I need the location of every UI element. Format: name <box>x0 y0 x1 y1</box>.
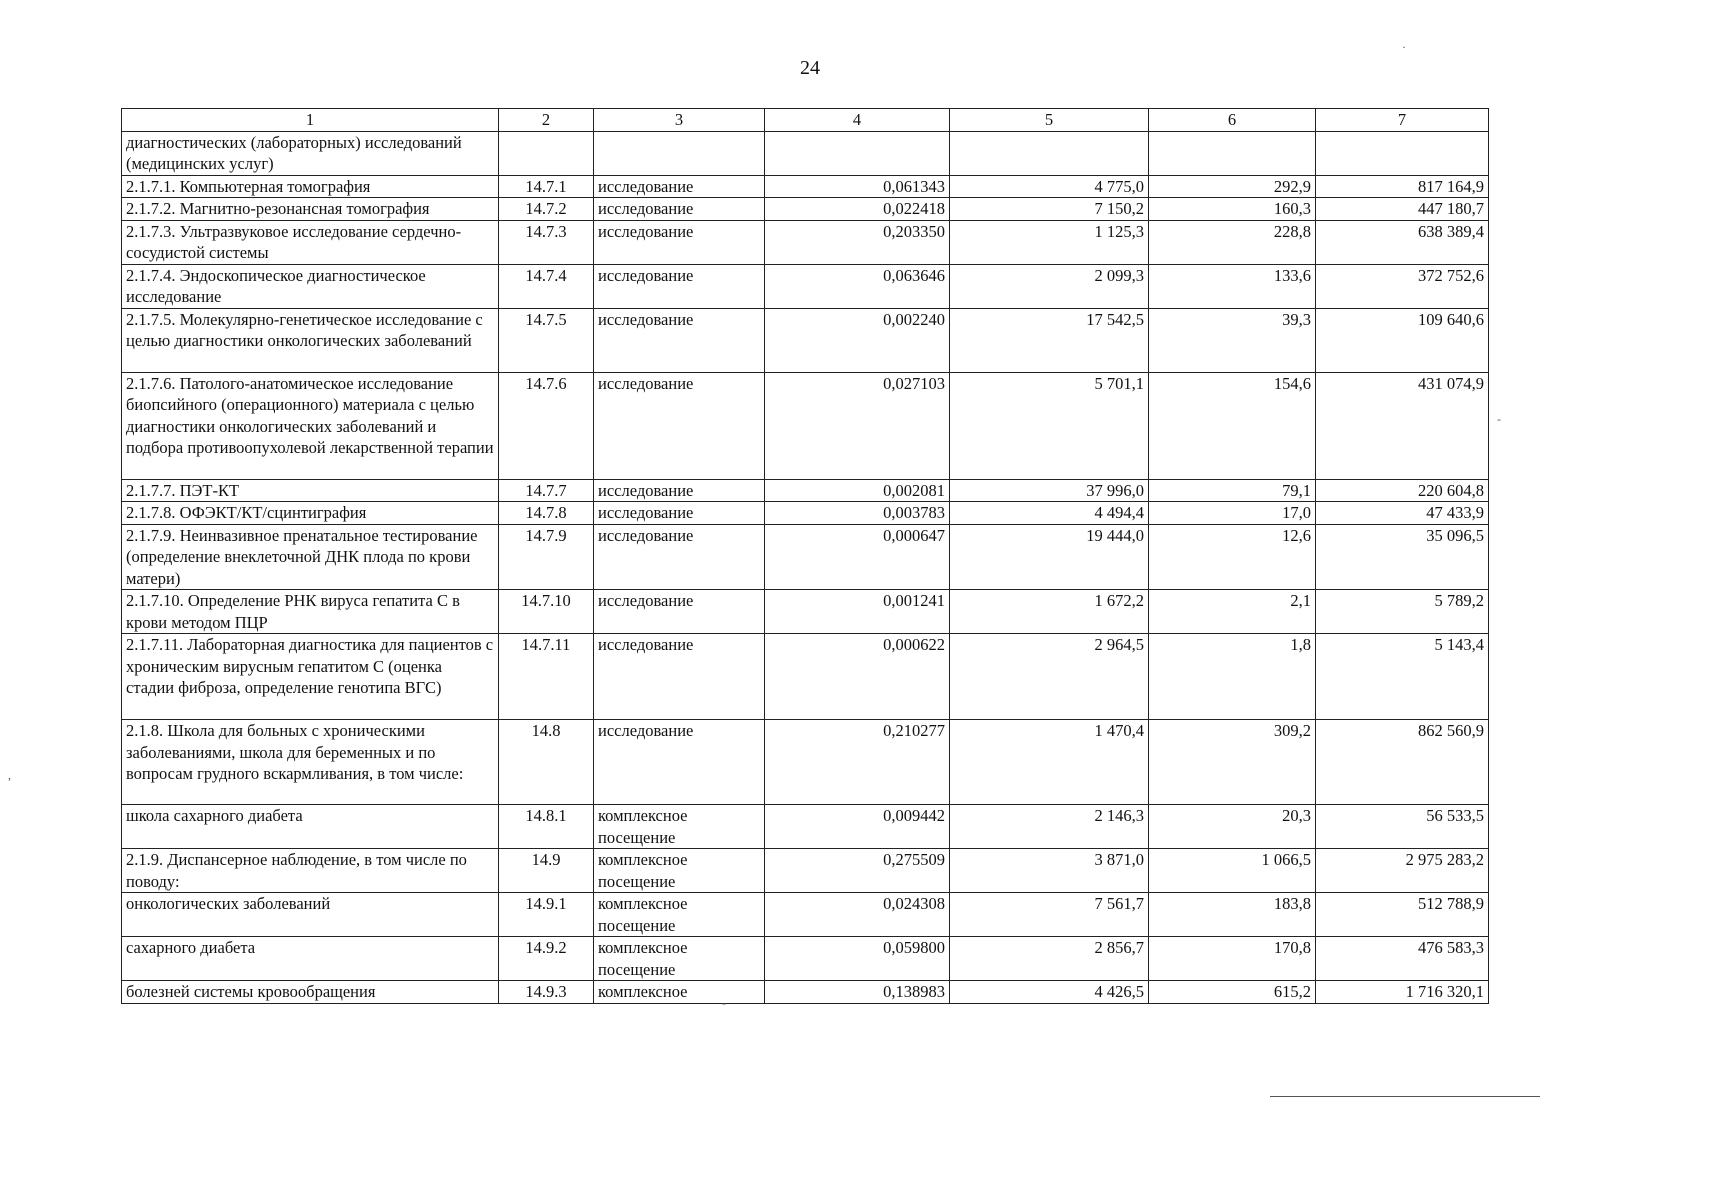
value-col-4: 0,138983 <box>765 981 950 1004</box>
value-col-5: 4 426,5 <box>950 981 1149 1004</box>
unit-of-measure: комплексное посещение <box>594 849 765 893</box>
indicator-name: 2.1.7.4. Эндоскопическое диагностическое исследование <box>122 264 499 308</box>
value-col-4: 0,063646 <box>765 264 950 308</box>
indicator-name: болезней системы кровообращения <box>122 981 499 1004</box>
unit-of-measure: исследование <box>594 590 765 634</box>
column-header: 4 <box>765 109 950 132</box>
page-number: 24 <box>800 57 820 79</box>
value-col-5: 7 561,7 <box>950 893 1149 937</box>
value-col-4: 0,009442 <box>765 805 950 849</box>
value-col-5: 2 146,3 <box>950 805 1149 849</box>
value-col-7: 372 752,6 <box>1316 264 1489 308</box>
indicator-code: 14.9.1 <box>499 893 594 937</box>
value-col-5 <box>950 131 1149 175</box>
indicator-name: 2.1.7.1. Компьютерная томография <box>122 175 499 198</box>
header-row <box>122 109 1489 132</box>
indicator-code: 14.7.3 <box>499 220 594 264</box>
value-col-6 <box>1149 131 1316 175</box>
table-row <box>122 479 1489 502</box>
indicator-name: 2.1.7.3. Ультразвуковое исследование сердечно-сосудистой системы <box>122 220 499 264</box>
value-col-6: 309,2 <box>1149 720 1316 805</box>
value-col-7: 447 180,7 <box>1316 198 1489 221</box>
table-row <box>122 634 1489 720</box>
value-col-4: 0,061343 <box>765 175 950 198</box>
indicator-name: 2.1.7.2. Магнитно-резонансная томография <box>122 198 499 221</box>
value-col-6: 133,6 <box>1149 264 1316 308</box>
table-row <box>122 981 1489 1004</box>
value-col-7: 109 640,6 <box>1316 308 1489 372</box>
indicator-code: 14.7.1 <box>499 175 594 198</box>
unit-of-measure: исследование <box>594 308 765 372</box>
indicator-code: 14.7.10 <box>499 590 594 634</box>
scan-speck: · <box>1402 40 1406 54</box>
indicator-code: 14.9 <box>499 849 594 893</box>
unit-of-measure: комплексное посещение <box>594 805 765 849</box>
unit-of-measure: исследование <box>594 502 765 525</box>
value-col-6: 228,8 <box>1149 220 1316 264</box>
indicator-code: 14.8 <box>499 720 594 805</box>
indicator-name: школа сахарного диабета <box>122 805 499 849</box>
indicator-name: 2.1.7.11. Лабораторная диагностика для пациентов с хроническим вирусным гепатитом С (оценка стадии фиброза, определение генотипа ВГС) <box>122 634 499 720</box>
column-header: 1 <box>122 109 499 132</box>
indicator-name: 2.1.7.7. ПЭТ-КТ <box>122 479 499 502</box>
value-col-4: 0,275509 <box>765 849 950 893</box>
value-col-6: 2,1 <box>1149 590 1316 634</box>
value-col-5: 4 775,0 <box>950 175 1149 198</box>
value-col-6: 20,3 <box>1149 805 1316 849</box>
table-row <box>122 937 1489 981</box>
table-body <box>122 131 1489 1003</box>
indicator-name: 2.1.7.5. Молекулярно-генетическое исследование с целью диагностики онкологических заболеваний <box>122 308 499 372</box>
value-col-7: 47 433,9 <box>1316 502 1489 525</box>
unit-of-measure: исследование <box>594 372 765 479</box>
value-col-5: 2 964,5 <box>950 634 1149 720</box>
value-col-4: 0,027103 <box>765 372 950 479</box>
column-header: 5 <box>950 109 1149 132</box>
unit-of-measure: исследование <box>594 220 765 264</box>
value-col-7: 512 788,9 <box>1316 893 1489 937</box>
data-table <box>121 108 1489 1004</box>
indicator-name: сахарного диабета <box>122 937 499 981</box>
table-row <box>122 893 1489 937</box>
value-col-5: 7 150,2 <box>950 198 1149 221</box>
table-row <box>122 720 1489 805</box>
indicator-code: 14.7.9 <box>499 524 594 590</box>
table-row <box>122 131 1489 175</box>
scan-rule <box>1270 1096 1540 1097</box>
value-col-7: 2 975 283,2 <box>1316 849 1489 893</box>
indicator-name: 2.1.8. Школа для больных с хроническими заболеваниями, школа для беременных и по вопросам грудного вскармливания, в том числе: <box>122 720 499 805</box>
indicator-name: 2.1.7.6. Патолого-анатомическое исследование биопсийного (операционного) материала с целью диагностики онкологических заболеваний и подбора противоопухолевой лекарственной терапии <box>122 372 499 479</box>
value-col-5: 1 125,3 <box>950 220 1149 264</box>
table-row <box>122 308 1489 372</box>
table-row <box>122 590 1489 634</box>
indicator-code: 14.7.5 <box>499 308 594 372</box>
value-col-5: 2 856,7 <box>950 937 1149 981</box>
value-col-6: 17,0 <box>1149 502 1316 525</box>
scan-speck: - <box>722 996 726 1010</box>
indicator-code: 14.7.7 <box>499 479 594 502</box>
value-col-5: 4 494,4 <box>950 502 1149 525</box>
value-col-6: 1,8 <box>1149 634 1316 720</box>
indicator-code <box>499 131 594 175</box>
table-row <box>122 805 1489 849</box>
value-col-5: 37 996,0 <box>950 479 1149 502</box>
indicator-code: 14.7.2 <box>499 198 594 221</box>
table-row <box>122 220 1489 264</box>
value-col-7: 817 164,9 <box>1316 175 1489 198</box>
value-col-6: 39,3 <box>1149 308 1316 372</box>
indicator-code: 14.7.4 <box>499 264 594 308</box>
value-col-4: 0,210277 <box>765 720 950 805</box>
unit-of-measure: исследование <box>594 524 765 590</box>
value-col-6: 183,8 <box>1149 893 1316 937</box>
value-col-5: 1 672,2 <box>950 590 1149 634</box>
value-col-4 <box>765 131 950 175</box>
value-col-7: 5 789,2 <box>1316 590 1489 634</box>
value-col-6: 170,8 <box>1149 937 1316 981</box>
value-col-7: 476 583,3 <box>1316 937 1489 981</box>
table-header <box>122 109 1489 132</box>
value-col-5: 5 701,1 <box>950 372 1149 479</box>
value-col-7 <box>1316 131 1489 175</box>
indicator-code: 14.7.11 <box>499 634 594 720</box>
column-header: 2 <box>499 109 594 132</box>
indicator-code: 14.7.8 <box>499 502 594 525</box>
value-col-5: 19 444,0 <box>950 524 1149 590</box>
value-col-4: 0,022418 <box>765 198 950 221</box>
table-row <box>122 849 1489 893</box>
value-col-6: 1 066,5 <box>1149 849 1316 893</box>
value-col-5: 3 871,0 <box>950 849 1149 893</box>
indicator-name: 2.1.9. Диспансерное наблюдение, в том числе по поводу: <box>122 849 499 893</box>
indicator-code: 14.9.3 <box>499 981 594 1004</box>
value-col-7: 56 533,5 <box>1316 805 1489 849</box>
unit-of-measure: исследование <box>594 479 765 502</box>
value-col-7: 220 604,8 <box>1316 479 1489 502</box>
unit-of-measure: исследование <box>594 198 765 221</box>
value-col-4: 0,024308 <box>765 893 950 937</box>
scan-speck: - <box>1497 412 1501 426</box>
table-row <box>122 502 1489 525</box>
unit-of-measure: исследование <box>594 264 765 308</box>
unit-of-measure: комплексное посещение <box>594 893 765 937</box>
value-col-7: 862 560,9 <box>1316 720 1489 805</box>
value-col-7: 431 074,9 <box>1316 372 1489 479</box>
value-col-4: 0,002081 <box>765 479 950 502</box>
value-col-6: 292,9 <box>1149 175 1316 198</box>
value-col-6: 160,3 <box>1149 198 1316 221</box>
table-row <box>122 372 1489 479</box>
unit-of-measure: комплексное <box>594 981 765 1004</box>
column-header: 7 <box>1316 109 1489 132</box>
indicator-name: 2.1.7.10. Определение РНК вируса гепатита С в крови методом ПЦР <box>122 590 499 634</box>
value-col-6: 12,6 <box>1149 524 1316 590</box>
indicator-name: 2.1.7.9. Неинвазивное пренатальное тестирование (определение внеклеточной ДНК плода по крови матери) <box>122 524 499 590</box>
value-col-7: 1 716 320,1 <box>1316 981 1489 1004</box>
value-col-4: 0,000647 <box>765 524 950 590</box>
table-row <box>122 198 1489 221</box>
value-col-4: 0,059800 <box>765 937 950 981</box>
table-row <box>122 264 1489 308</box>
unit-of-measure: исследование <box>594 634 765 720</box>
value-col-5: 17 542,5 <box>950 308 1149 372</box>
value-col-5: 2 099,3 <box>950 264 1149 308</box>
indicator-code: 14.7.6 <box>499 372 594 479</box>
value-col-4: 0,203350 <box>765 220 950 264</box>
value-col-4: 0,003783 <box>765 502 950 525</box>
scan-speck: , <box>8 768 11 782</box>
indicator-code: 14.8.1 <box>499 805 594 849</box>
unit-of-measure: комплексное посещение <box>594 937 765 981</box>
value-col-6: 79,1 <box>1149 479 1316 502</box>
indicator-code: 14.9.2 <box>499 937 594 981</box>
indicator-name: 2.1.7.8. ОФЭКТ/КТ/сцинтиграфия <box>122 502 499 525</box>
table-row <box>122 524 1489 590</box>
unit-of-measure: исследование <box>594 720 765 805</box>
column-header: 3 <box>594 109 765 132</box>
indicator-name: диагностических (лабораторных) исследований (медицинских услуг) <box>122 131 499 175</box>
value-col-7: 5 143,4 <box>1316 634 1489 720</box>
value-col-4: 0,000622 <box>765 634 950 720</box>
value-col-7: 638 389,4 <box>1316 220 1489 264</box>
value-col-4: 0,001241 <box>765 590 950 634</box>
unit-of-measure: исследование <box>594 175 765 198</box>
indicator-name: онкологических заболеваний <box>122 893 499 937</box>
value-col-6: 154,6 <box>1149 372 1316 479</box>
value-col-4: 0,002240 <box>765 308 950 372</box>
column-header: 6 <box>1149 109 1316 132</box>
value-col-5: 1 470,4 <box>950 720 1149 805</box>
value-col-6: 615,2 <box>1149 981 1316 1004</box>
table-row <box>122 175 1489 198</box>
value-col-7: 35 096,5 <box>1316 524 1489 590</box>
unit-of-measure <box>594 131 765 175</box>
